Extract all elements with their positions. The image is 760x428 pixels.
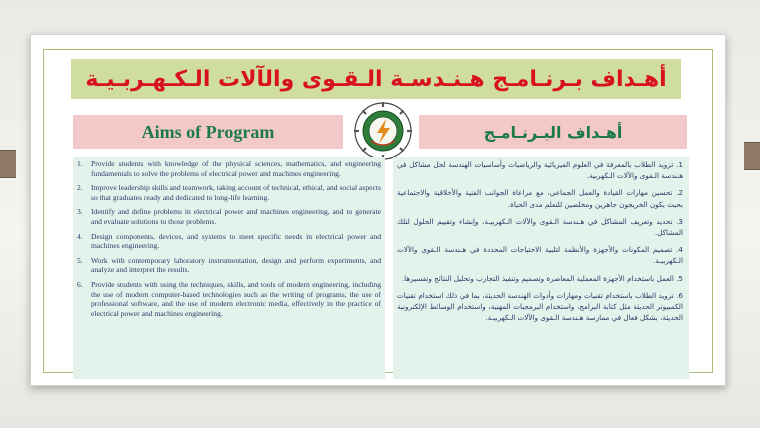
aims-header-ar bbox=[419, 115, 687, 149]
right-decor-strip bbox=[744, 142, 760, 170]
aims-header-ar-text: أهـداف البـرنـامـج bbox=[483, 122, 623, 142]
aims-header-en-text: Aims of Program bbox=[141, 121, 275, 142]
aim-ar-item: 4. تصميم المكونات والأجهزة والأنظمة لتلبية الاحتياجات المحددة في هـندسة الـقوى والآلات الـكهربيـة. bbox=[397, 245, 683, 266]
aims-list-ar bbox=[393, 157, 689, 379]
aim-en-item: 5. Work with contemporary laboratory instrumentation, design and perform experiments, and analyze and interpret the results. bbox=[77, 255, 381, 275]
aim-en-item: 6. Provide students with using the techniques, skills, and tools of modern engineering, including the use of modern computer-based technologies such as the writing of programs, the use of professional software, and the use of modern electronic media, effectively in the practice of electrical power and machines engineering. bbox=[77, 279, 381, 318]
faculty-logo bbox=[353, 101, 413, 161]
aim-en-item: 3. Identify and define problems in electrical power and machines engineering, and to generate and evaluate solutions to those problems. bbox=[77, 207, 381, 226]
slide bbox=[30, 34, 726, 386]
aims-header-en bbox=[73, 115, 343, 149]
aim-ar-item: 6. تزويد الطلاب باستخدام تقنيات ومهارات وأدوات الهندسة الحديثة، بما في ذلك استخدام تقنيات الكمبيوتر الحديثة مثل كتابة البرامج، واستخدام البرمجيات المهنية، واستخدام الوسائط الإلكترونية الحديثة، بشكل فعال في ممارسة هـندسة الـقوى والآلات الـكهربيـة. bbox=[397, 290, 683, 323]
aim-ar-item: 5. العمل باستخدام الأجهزة المعملية المعاصرة وتصميم وتنفيذ التجارب وتحليل النتائج وتفسيرها. bbox=[401, 273, 683, 283]
slide-title: أهـداف بـرنـامـج هـنـدسـة الـقـوى والآلات الـكـهـربـيـة bbox=[85, 66, 667, 92]
aim-ar-item: 1. تزويد الطلاب بالمعرفة في العلوم الفيزيائية والرياضيات وأساسيات الهندسة لحل مشاكل في هـندسة الـقوى والآلات الـكهربية. bbox=[397, 160, 683, 181]
aim-ar-item: 2. تحسين مهارات القيادة والعمل الجماعي، مع مراعاة الجوانب الفنية والأخلاقية والاجتماعية بحيث يكون الخريجون جاهزين ومخلصين للتعلم مدى الحياة. bbox=[397, 188, 683, 209]
aim-ar-item: 3. تحديد وتعريف المشاكل في هـندسة الـقوى والآلات الـكهربيـة، وإنشاء وتقييم الحلول لتلك المشاكل. bbox=[397, 216, 683, 238]
title-bar bbox=[71, 59, 681, 99]
aim-en-item: 2. Improve leadership skills and teamwork, taking account of technical, ethical, and social aspects so that graduates ready and dedicated to long-life learning. bbox=[77, 183, 381, 202]
left-decor-strip bbox=[0, 150, 16, 178]
aim-en-item: 1. Provide students with knowledge of the physical sciences, mathematics, and engineering fundamentals to solve the problems of electrical power and machines engineering. bbox=[77, 159, 381, 178]
aims-list-en bbox=[73, 157, 385, 379]
aim-en-item: 4. Design components, devices, and systems to meet specific needs in electrical power and machines engineering. bbox=[77, 231, 381, 251]
